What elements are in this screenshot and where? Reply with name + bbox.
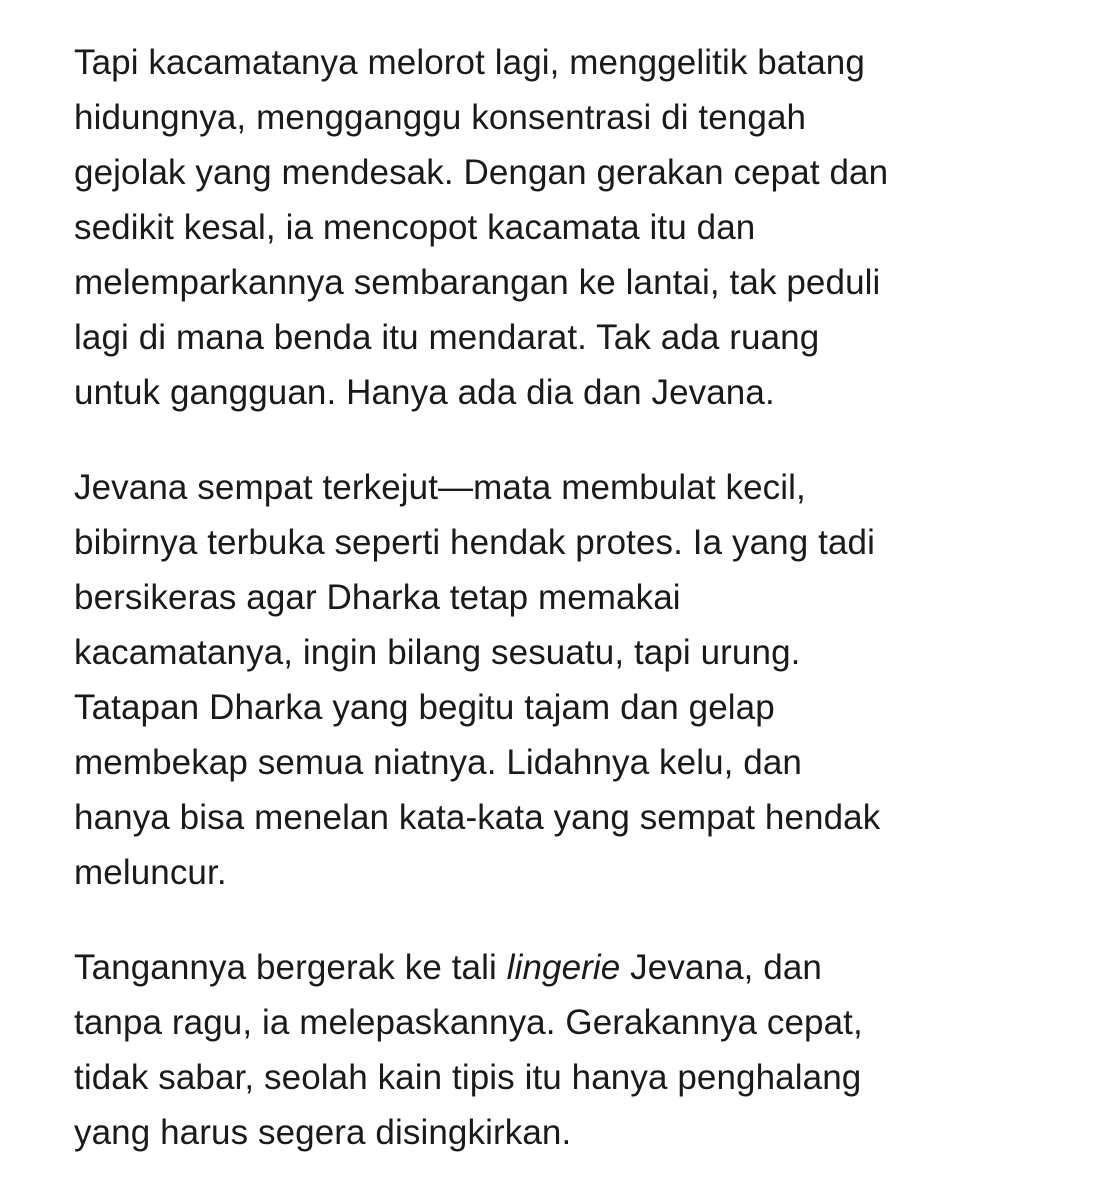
text-line: melemparkannya sembarangan ke lantai, tak peduli <box>74 263 881 302</box>
text-line: Tatapan Dharka yang begitu tajam dan gelap <box>74 688 775 727</box>
text-line: hidungnya, mengganggu konsentrasi di tengah <box>74 98 807 137</box>
text-line: tidak sabar, seolah kain tipis itu hanya penghalang <box>74 1058 862 1097</box>
text-line: untuk gangguan. Hanya ada dia dan Jevana. <box>74 373 775 412</box>
text-line: gejolak yang mendesak. Dengan gerakan cepat dan <box>74 153 889 192</box>
paragraph-3 <box>74 940 1074 1160</box>
italic-term: lingerie <box>506 948 621 987</box>
text-line: lagi di mana benda itu mendarat. Tak ada ruang <box>74 318 820 357</box>
text-segment: Jevana, dan <box>620 948 822 987</box>
text-line: tanpa ragu, ia melepaskannya. Gerakannya cepat, <box>74 1003 863 1042</box>
text-line: sedikit kesal, ia mencopot kacamata itu dan <box>74 208 756 247</box>
text-line: hanya bisa menelan kata-kata yang sempat hendak <box>74 798 881 837</box>
text-line: yang harus segera disingkirkan. <box>74 1113 572 1152</box>
text-line: bibirnya terbuka seperti hendak protes. Ia yang tadi <box>74 523 875 562</box>
text-line: Jevana sempat terkejut—mata membulat kecil, <box>74 468 806 507</box>
text-segment: Tangannya bergerak ke tali <box>74 948 507 987</box>
text-line: bersikeras agar Dharka tetap memakai <box>74 578 681 617</box>
paragraph-1 <box>74 35 1074 420</box>
text-line: membekap semua niatnya. Lidahnya kelu, dan <box>74 743 802 782</box>
text-line <box>74 940 1074 995</box>
text-line: meluncur. <box>74 853 227 892</box>
text-line: Tapi kacamatanya melorot lagi, menggelitik batang <box>74 43 865 82</box>
paragraph-2 <box>74 460 1074 900</box>
text-line: kacamatanya, ingin bilang sesuatu, tapi urung. <box>74 633 801 672</box>
